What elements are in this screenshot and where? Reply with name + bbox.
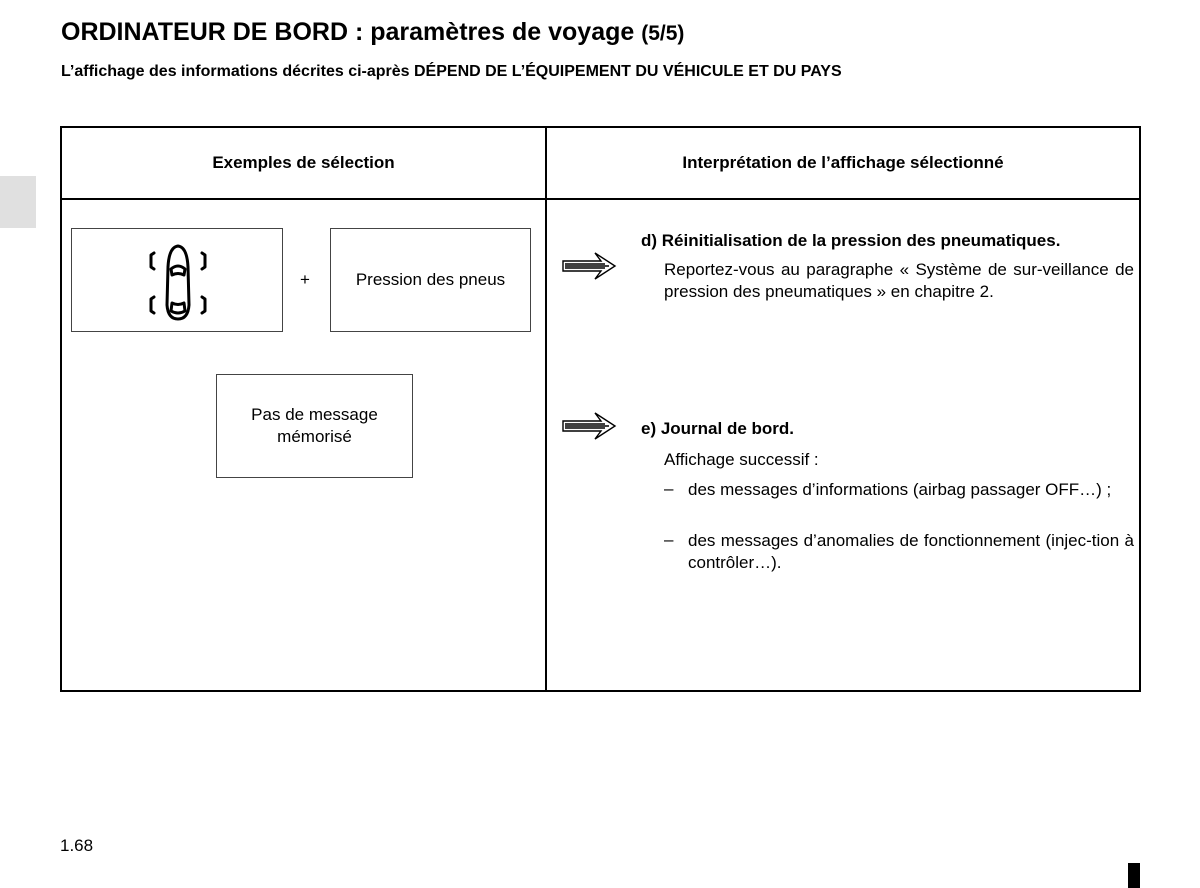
no-message-label: Pas de message mémorisé: [251, 405, 378, 446]
arrow-right-icon: [561, 410, 617, 442]
page-title-text: ORDINATEUR DE BORD : paramètres de voyage: [61, 18, 635, 46]
page-title-counter: (5/5): [641, 22, 685, 45]
section-tab-marker: [0, 176, 36, 228]
table-header-divider: [62, 198, 1139, 200]
list-bullet-dash: –: [664, 530, 674, 549]
plus-sign: +: [300, 270, 310, 289]
item-e-intro: Affichage successif :: [664, 450, 819, 469]
table-header-examples: Exemples de sélection: [212, 153, 395, 172]
list-item: des messages d’informations (airbag passager OFF…) ;: [688, 480, 1112, 499]
tyre-pressure-display-box: [71, 228, 283, 332]
list-bullet-dash: –: [664, 479, 674, 498]
arrow-right-icon: [561, 250, 617, 282]
item-d-text: Reportez-vous au paragraphe « Système de sur-veillance de pression des pneumatiques » en chapitre 2.: [664, 260, 1134, 301]
page-subtitle: L’affichage des informations décrites ci-après DÉPEND DE L’ÉQUIPEMENT DU VÉHICULE ET DU PAYS: [61, 63, 842, 80]
page-title: [61, 18, 684, 47]
no-message-box: [216, 374, 413, 478]
item-d-title: d) Réinitialisation de la pression des pneumatiques.: [641, 231, 1061, 250]
list-item: des messages d’anomalies de fonctionnement (injec-tion à contrôler…).: [688, 531, 1134, 572]
item-e-title: e) Journal de bord.: [641, 419, 795, 438]
table-header-interpretation: Interprétation de l’affichage sélectionné: [682, 153, 1004, 172]
table-column-divider: [545, 128, 547, 690]
tyre-pressure-label-box: [330, 228, 531, 332]
tyre-pressure-label: Pression des pneus: [355, 270, 506, 289]
page-corner-marker: [1128, 863, 1140, 888]
tyre-pressure-car-icon: [72, 229, 284, 333]
page-number: 1.68: [60, 836, 94, 855]
